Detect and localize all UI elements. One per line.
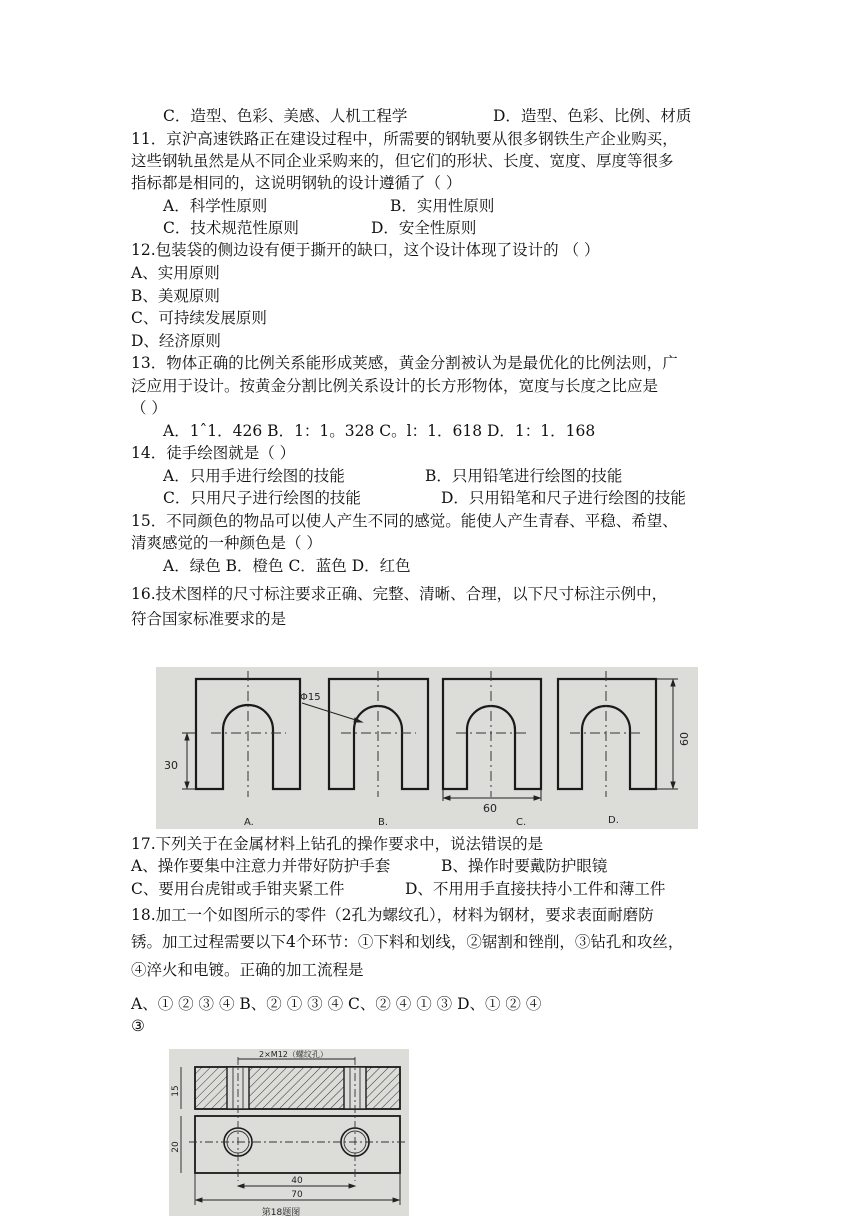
q10-option-c: C．造型、色彩、美感、人机工程学 [163,107,408,125]
q14-option-d: D．只用铅笔和尺子进行绘图的技能 [441,489,686,507]
dim-20-label: 20 [171,1141,181,1153]
dim-40-label: 40 [291,1176,303,1186]
section-view [195,1067,400,1109]
q18-stem-line2: 锈。加工过程需要以下4个环节：①下料和划线，②锯割和锉削，③钻孔和攻丝， [131,933,684,951]
q18-options-wrap: ③ [131,1017,145,1035]
q16-stem-line2: 符合国家标准要求的是 [131,610,287,628]
q12-stem: 12.包装袋的侧边设有便于撕开的缺口，这个设计体现了设计的 （ ） [131,241,600,259]
dim-60-vertical-label: 60 [678,732,691,746]
q12-option-b: B、美观原则 [131,287,220,305]
q14-option-b: B．只用铅笔进行绘图的技能 [425,467,623,485]
q13-stem-line2: 泛应用于设计。按黄金分割比例关系设计的长方形物体，宽度与长度之比应是 [131,377,659,395]
figure-label-a: A. [244,817,254,828]
q12-option-c: C、可持续发展原则 [131,309,267,327]
q13-options: A．1ˆ1．426 B．1：1。328 C。l：1．618 D．1：1．168 [163,422,596,440]
dim-70-label: 70 [291,1190,303,1200]
q18-part-figure [169,1049,409,1216]
q16-dimension-figure [156,667,698,829]
q11-option-c: C．技术规范性原则 [163,219,299,237]
block-d-outline [558,679,656,789]
q11-stem-line3: 指标都是相同的，这说明钢轨的设计遵循了（ ） [131,174,462,192]
q18-figure-svg [169,1049,409,1216]
q17-option-c: C、要用台虎钳或手钳夹紧工件 [131,880,345,898]
dim-phi15-label: Φ15 [300,692,321,703]
q15-stem-line2: 清爽感觉的一种颜色是（ ） [131,534,322,552]
q17-option-a: A、操作要集中注意力并带好防护手套 [131,857,391,875]
q14-option-c: C．只用尺子进行绘图的技能 [163,489,361,507]
q18-stem-line1: 18.加工一个如图所示的零件（2孔为螺纹孔），材料为钢材，要求表面耐磨防 [131,906,654,924]
q12-option-a: A、实用原则 [131,264,220,282]
dim-15-label: 15 [171,1085,181,1097]
q18-options: A、① ② ③ ④ B、② ① ③ ④ C、② ④ ① ③ D、① ② ④ [131,995,542,1013]
q11-option-d: D．安全性原则 [371,219,477,237]
hole-spec-label: 2×M12（螺纹孔） [259,1050,328,1059]
q11-stem-line1: 11．京沪高速铁路正在建设过程中，所需要的钢轨要从很多钢铁生产企业购买， [131,130,678,148]
q14-option-a: A．只用手进行绘图的技能 [163,467,345,485]
q11-stem-line2: 这些钢轨虽然是从不同企业采购来的，但它们的形状、长度、宽度、厚度等很多 [131,152,674,170]
figure-label-c: C. [516,817,527,828]
q15-options: A．绿色 B．橙色 C．蓝色 D．红色 [163,557,411,575]
dim-60-horizontal-label: 60 [483,802,497,815]
q11-option-a: A．科学性原则 [163,197,268,215]
q15-stem-line1: 15．不同颜色的物品可以使人产生不同的感觉。能使人产生青春、平稳、希望、 [131,512,678,530]
q17-option-b: B、操作时要戴防护眼镜 [441,857,608,875]
q13-stem-line3: （ ） [131,399,167,417]
figure-caption: 第18题图 [261,1208,301,1216]
dim-30-label: 30 [164,759,178,772]
q13-stem-line1: 13．物体正确的比例关系能形成荚感，黄金分割被认为是最优化的比例法则，广 [131,354,678,372]
q12-option-d: D、经济原则 [131,332,221,350]
figure-label-d: D. [608,815,619,826]
q11-option-b: B．实用性原则 [390,197,495,215]
q18-stem-line3: ④淬火和电镀。正确的加工流程是 [131,961,364,979]
q14-stem: 14．徒手绘图就是（ ） [131,444,296,462]
q10-option-d: D．造型、色彩、比例、材质 [493,107,692,125]
block-c-outline [443,679,541,789]
q17-stem: 17.下列关于在金属材料上钻孔的操作要求中，说法错误的是 [131,835,544,853]
figure-label-b: B. [378,817,389,828]
q17-option-d: D、不用用手直接扶持小工件和薄工件 [405,880,666,898]
q16-figure-svg [156,667,698,829]
q16-stem-line1: 16.技术图样的尺寸标注要求正确、完整、清晰、合理，以下尺寸标注示例中， [131,585,668,603]
